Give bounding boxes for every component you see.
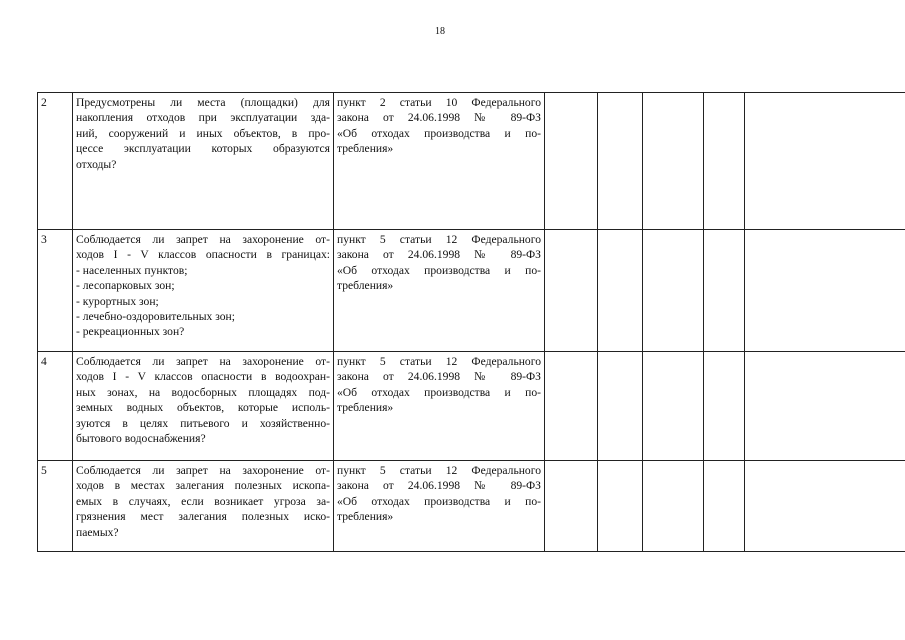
question-line: емых в случаях, если возникает угроза за-	[76, 494, 330, 508]
answer-no-cell[interactable]	[598, 230, 643, 352]
row-number: 3	[38, 230, 73, 352]
law-line: закона от 24.06.1998 № 89-ФЗ	[337, 479, 541, 493]
law-line: «Об отходах производства и по-	[337, 263, 541, 277]
answer-yes-cell[interactable]	[545, 352, 598, 461]
question-line: - рекреационных зон?	[76, 325, 185, 339]
law-line: требления»	[337, 142, 394, 156]
answer-extra-cell[interactable]	[704, 352, 745, 461]
page-number: 18	[435, 26, 445, 37]
answer-extra-cell[interactable]	[704, 230, 745, 352]
question-line: ходов I - V классов опасности в границах:	[76, 248, 330, 262]
law-line: пункт 5 статьи 12 Федерального	[337, 355, 541, 368]
answer-na-cell[interactable]	[643, 461, 704, 552]
table-row	[38, 230, 905, 352]
question-line: Соблюдается ли запрет на захоронение от-	[76, 355, 330, 368]
law-line: закона от 24.06.1998 № 89-ФЗ	[337, 370, 541, 384]
notes-cell[interactable]	[745, 230, 905, 352]
notes-cell[interactable]	[745, 93, 905, 230]
table-row	[38, 93, 905, 230]
law-reference-cell	[334, 461, 545, 552]
question-line: грязнения мест залегания полезных иско-	[76, 510, 330, 524]
question-line: отходы?	[76, 157, 117, 171]
question-line: земных водных объектов, которые исполь-	[76, 401, 330, 415]
question-line: - лесопарковых зон;	[76, 279, 175, 293]
answer-na-cell[interactable]	[643, 230, 704, 352]
answer-no-cell[interactable]	[598, 461, 643, 552]
question-line: цессе эксплуатации которых образуются	[76, 142, 330, 156]
answer-no-cell[interactable]	[598, 93, 643, 230]
notes-cell[interactable]	[745, 352, 905, 461]
question-line: накопления отходов при эксплуатации зда-	[76, 111, 330, 125]
question-cell	[73, 230, 334, 352]
law-line: закона от 24.06.1998 № 89-ФЗ	[337, 248, 541, 262]
law-line: «Об отходах производства и по-	[337, 494, 541, 508]
checklist-body	[38, 93, 905, 552]
answer-yes-cell[interactable]	[545, 230, 598, 352]
question-line: ходов в местах залегания полезных ископа-	[76, 479, 330, 493]
law-line: требления»	[337, 510, 394, 524]
question-cell	[73, 93, 334, 230]
answer-extra-cell[interactable]	[704, 461, 745, 552]
notes-cell[interactable]	[745, 461, 905, 552]
question-line: - лечебно-оздоровительных зон;	[76, 310, 235, 324]
question-cell	[73, 352, 334, 461]
question-line: ходов I - V классов опасности в водоохран-	[76, 370, 330, 384]
question-line: ний, сооружений и иных объектов, в про-	[76, 126, 330, 140]
answer-extra-cell[interactable]	[704, 93, 745, 230]
law-line: пункт 2 статьи 10 Федерального	[337, 96, 541, 109]
question-line: ных зонах, на водосборных площадях под-	[76, 385, 330, 399]
answer-no-cell[interactable]	[598, 352, 643, 461]
law-reference-cell	[334, 230, 545, 352]
law-reference-cell	[334, 352, 545, 461]
law-line: закона от 24.06.1998 № 89-ФЗ	[337, 111, 541, 125]
question-line: Предусмотрены ли места (площадки) для	[76, 96, 330, 109]
question-line: бытового водоснабжения?	[76, 432, 206, 446]
law-reference-cell	[334, 93, 545, 230]
row-number: 2	[38, 93, 73, 230]
law-line: «Об отходах производства и по-	[337, 385, 541, 399]
answer-na-cell[interactable]	[643, 352, 704, 461]
row-number: 5	[38, 461, 73, 552]
question-cell	[73, 461, 334, 552]
law-line: пункт 5 статьи 12 Федерального	[337, 233, 541, 246]
law-line: требления»	[337, 279, 394, 293]
question-line: - курортных зон;	[76, 294, 159, 308]
answer-yes-cell[interactable]	[545, 93, 598, 230]
question-line: зуются в целях питьевого и хозяйственно-	[76, 416, 330, 430]
question-line: - населенных пунктов;	[76, 263, 188, 277]
table-row	[38, 352, 905, 461]
checklist-table	[37, 92, 905, 552]
table-row	[38, 461, 905, 552]
question-line: Соблюдается ли запрет на захоронение от-	[76, 464, 330, 477]
question-line: Соблюдается ли запрет на захоронение от-	[76, 233, 330, 246]
law-line: требления»	[337, 401, 394, 415]
row-number: 4	[38, 352, 73, 461]
law-line: «Об отходах производства и по-	[337, 126, 541, 140]
question-line: паемых?	[76, 525, 119, 539]
answer-na-cell[interactable]	[643, 93, 704, 230]
law-line: пункт 5 статьи 12 Федерального	[337, 464, 541, 477]
answer-yes-cell[interactable]	[545, 461, 598, 552]
